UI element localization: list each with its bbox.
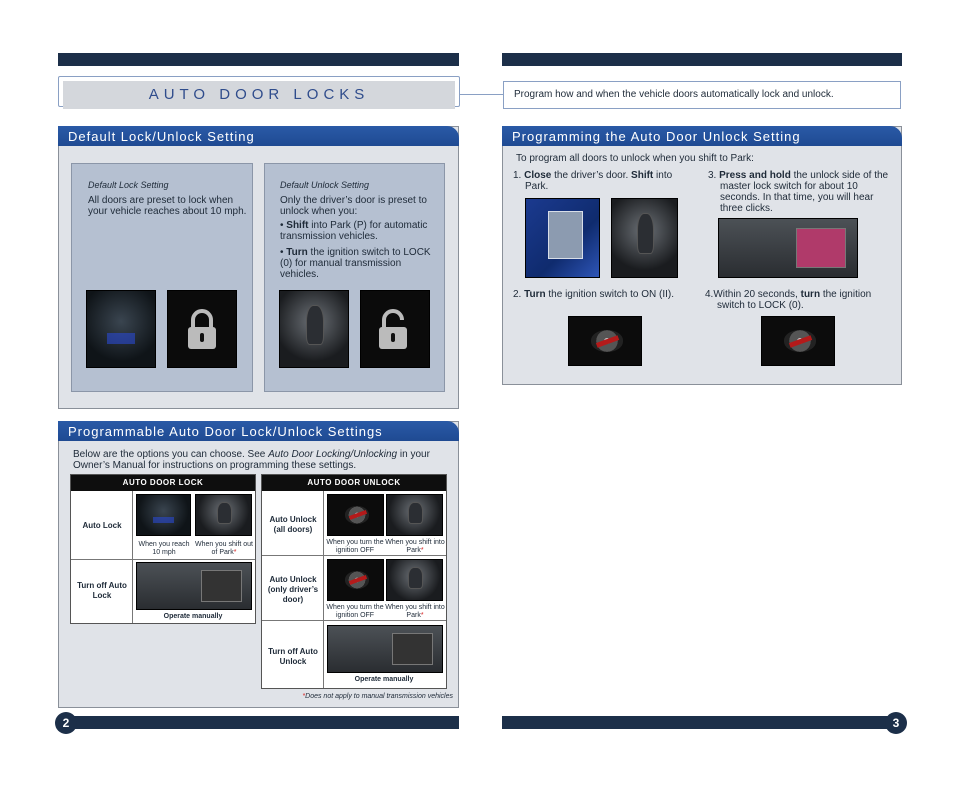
programmable-intro: Below are the options you can choose. See Auto Door Locking/Unlocking in your Owner’s Manual for instructions on programming these settings. [73,449,430,471]
section-header [58,421,459,441]
programming-section [502,126,902,385]
cell-caption: When you turn the ignition OFF [326,539,384,554]
row-label: Auto Lock [82,521,122,530]
panel-title: Default Unlock Setting [280,180,370,190]
cell-caption: When you reach 10 mph [138,541,190,556]
shifter-image [386,559,443,601]
footnote: *Does not apply to manual transmission vehicles [302,693,453,700]
section-heading: Programming the Auto Door Unlock Setting [512,129,801,144]
shifter-image [279,290,349,368]
table-header: AUTO DOOR LOCK [71,475,255,491]
step-2: 2. Turn the ignition switch to ON (II). [513,289,674,300]
row-label: Auto Unlock (only driver’s door) [267,575,319,604]
auto-door-lock-table [70,474,256,624]
programming-intro: To program all doors to unlock when you shift to Park: [516,153,754,164]
master-lock-switch-image [718,218,858,278]
programmable-section [58,421,459,708]
lock-icon [167,290,237,368]
panel-text: All doors are preset to lock when your vehicle reaches about 10 mph. [88,195,247,217]
section-heading: Programmable Auto Door Lock/Unlock Settings [68,424,383,439]
shifter-image [386,494,443,536]
power-lock-switch-image [327,625,443,673]
default-unlock-panel [264,163,445,392]
cell-caption: Operate manually [163,613,223,620]
auto-door-unlock-table [261,474,447,689]
ignition-on-image [568,316,642,366]
bottom-bar-right [502,716,892,729]
speedometer-image [136,494,191,536]
ignition-key-image [327,559,384,601]
top-bar-left [58,53,459,66]
step-3: 3. Press and hold the unlock side of the master lock switch for about 10 seconds. In that time, you will hear three clicks. [708,170,889,214]
section-heading: Default Lock/Unlock Setting [68,129,255,144]
speedometer-image [86,290,156,368]
row-label: Auto Unlock (all doors) [269,515,317,534]
cell-caption: When you shift out of Park* [195,541,253,556]
unlock-icon [360,290,430,368]
shifter-image [195,494,252,536]
cell-caption: When you shift into Park* [385,539,445,554]
title-connector [460,94,503,95]
row-label: Turn off Auto Unlock [268,647,318,666]
power-lock-switch-image [136,562,252,610]
page-number-left: 2 [55,712,77,734]
shifter-image [611,198,678,278]
section-header [502,126,902,146]
bottom-bar-left [64,716,459,729]
panel-title: Default Lock Setting [88,180,169,190]
panel-text: Only the driver’s door is preset to unlock when you: [280,195,427,217]
cell-caption: Operate manually [354,676,414,683]
top-bar-right [502,53,902,66]
door-closing-image [525,198,600,278]
table-header: AUTO DOOR UNLOCK [262,475,446,491]
cell-caption: When you shift into Park* [385,604,445,619]
row-label: Turn off Auto Lock [77,581,127,600]
page-title: AUTO DOOR LOCKS [148,86,370,103]
page-intro: Program how and when the vehicle doors automatically lock and unlock. [503,81,901,109]
default-lock-panel [71,163,253,392]
ignition-key-image [327,494,384,536]
cell-caption: When you turn the ignition OFF [326,604,384,619]
step-4: 4.Within 20 seconds, turn the ignition switch to LOCK (0). [705,289,872,311]
bullet-1: • Shift into Park (P) for automatic transmission vehicles. [280,220,428,242]
bullet-2: • Turn the ignition switch to LOCK (0) for manual transmission vehicles. [280,247,431,280]
default-section [58,126,459,409]
step-1: 1. Close the driver’s door. Shift into Park. [513,170,673,192]
page-number-right: 3 [885,712,907,734]
ignition-lock-image [761,316,835,366]
section-header [58,126,459,146]
